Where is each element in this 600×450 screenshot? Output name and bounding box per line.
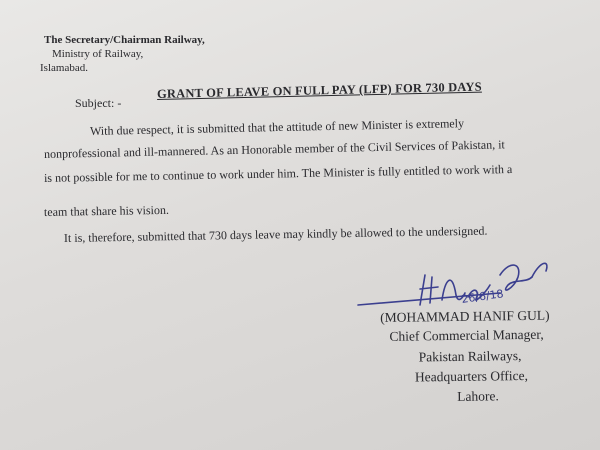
signatory-office: Headquarters Office, bbox=[414, 367, 529, 385]
recipient-ministry: Ministry of Railway, bbox=[52, 48, 144, 60]
body-line-3: is not possible for me to continue to work under him. The Minister is fully entitled to work with a bbox=[43, 162, 513, 185]
signature-date: 26/6/18 bbox=[460, 287, 505, 306]
body-line-4: team that share his vision. bbox=[43, 202, 170, 219]
signatory-city: Lahore. bbox=[457, 388, 499, 404]
signatory-name: (MOHAMMAD HANIF GUL) bbox=[380, 307, 550, 325]
recipient-city: Islamabad. bbox=[40, 62, 88, 74]
signatory-designation: Chief Commercial Manager, bbox=[389, 326, 544, 344]
body-paragraph-2: It is, therefore, submitted that 730 days leave may kindly be allowed to the undersigned. bbox=[63, 223, 488, 245]
signatory-organization: Pakistan Railways, bbox=[418, 348, 522, 365]
recipient-title: The Secretary/Chairman Railway, bbox=[44, 34, 205, 46]
subject-label: Subject: - bbox=[75, 96, 122, 110]
body-line-1: With due respect, it is submitted that the attitude of new Minister is extremely bbox=[89, 116, 465, 138]
body-line-2: nonprofessional and ill-mannered. As an Honorable member of the Civil Services of Pakistan, it bbox=[43, 137, 505, 161]
subject-text: GRANT OF LEAVE ON FULL PAY (LFP) FOR 730 DAYS bbox=[156, 79, 482, 101]
